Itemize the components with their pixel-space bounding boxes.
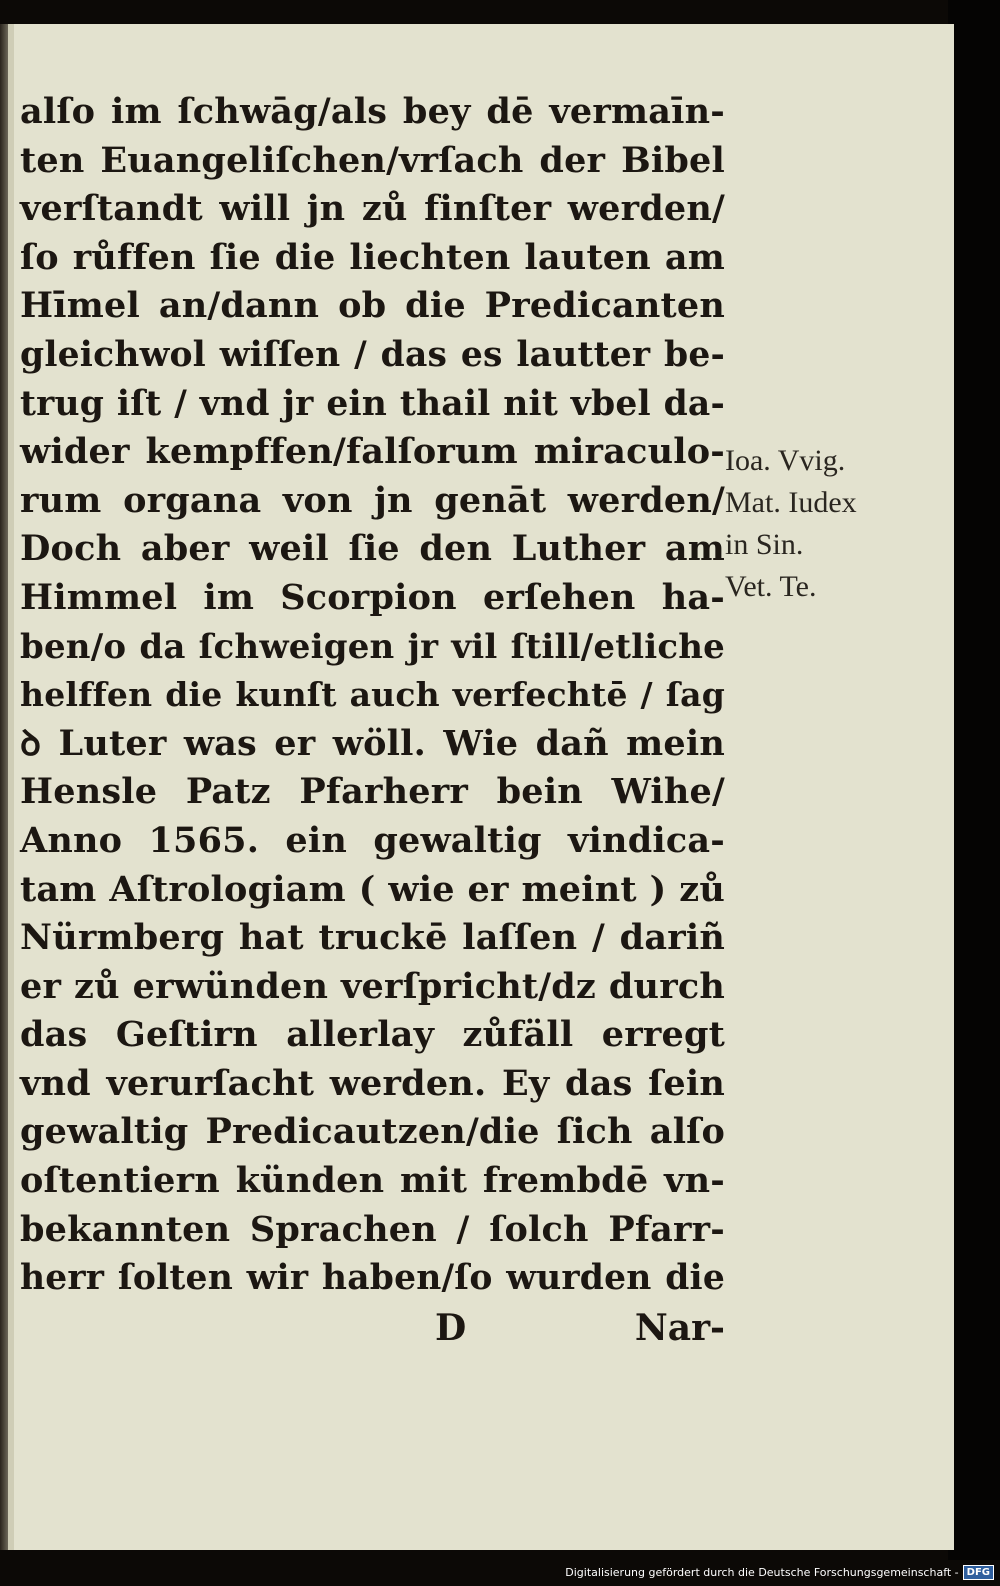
text-line: gleichwol wiſſen / das es lautter be-	[20, 334, 725, 375]
text-line: Nürmberg hat truckē laſſen / dariñ	[20, 917, 725, 959]
text-line: Hensle Patz Pfarherr bein Wihe/	[20, 771, 725, 813]
text-line: Hīmel an/dann ob die Predicanten	[20, 285, 725, 327]
text-line: oſtentiern künden mit frembdē vn-	[20, 1160, 725, 1202]
page-foot	[20, 1307, 725, 1355]
text-line: Anno 1565. ein gewaltig vindica-	[20, 819, 725, 861]
text-line: herr ſolten wir haben/ſo wurden die	[20, 1258, 725, 1299]
text-line: er zů erwünden verſpricht/dz durch	[20, 965, 725, 1007]
marginal-note-line: Ioa. Vvig.	[725, 444, 846, 477]
text-line: das Geſtirn allerlay zůfäll erregt	[20, 1014, 725, 1056]
text-line: trug iſt / vnd jr ein thail nit vbel da-	[20, 383, 725, 424]
text-line: verſtandt will jn zů finſter werden/	[20, 188, 725, 230]
text-line: alſo im ſchwāg/als bey dē vermaīn-	[20, 91, 725, 132]
marginal-note-line: Mat. Iudex	[725, 486, 857, 519]
signature-mark: D	[435, 1307, 467, 1349]
text-line: rum organa von jn genāt werden/	[20, 479, 725, 521]
page-body-text	[20, 88, 725, 1303]
text-line: ſo růffen ſie die liechten lauten am	[20, 236, 725, 278]
text-line: wider kempffen/falſorum miraculo-	[20, 431, 725, 473]
text-line: bekannten Sprachen / ſolch Pfarr-	[20, 1208, 725, 1250]
text-line: Himmel im Scorpion erſehen ha-	[20, 576, 725, 618]
dfg-logo: DFG	[963, 1565, 994, 1580]
catchword: Nar-	[634, 1307, 725, 1349]
text-line: Doch aber weil ſie den Luther am	[20, 528, 725, 570]
text-line: helffen die kunſt auch verfechtē / ſag	[20, 675, 725, 715]
text-line: ben/o da ſchweigen jr vil ſtill/etliche	[20, 626, 725, 667]
text-line: gewaltig Predicautzen/die ſich alſo	[20, 1111, 725, 1153]
scan-background-edge	[948, 0, 1000, 1560]
funding-notice: Digitalisierung gefördert durch die Deutsche Forschungsgemeinschaft -	[565, 1565, 959, 1579]
marginal-note-line: in Sin.	[725, 528, 804, 561]
text-line: ten Euangeliſchen/vrſach der Bibel	[20, 139, 725, 181]
marginal-note-line: Vet. Te.	[725, 570, 817, 603]
text-line: ꝺ Luter was er wöll. Wie dañ mein	[20, 722, 725, 764]
digitization-footer	[565, 1560, 994, 1584]
text-line: vnd verurſacht werden. Ey das ſein	[20, 1062, 725, 1104]
marginal-note	[725, 440, 910, 608]
text-line: tam Aſtrologiam ( wie er meint ) zů	[20, 868, 725, 910]
